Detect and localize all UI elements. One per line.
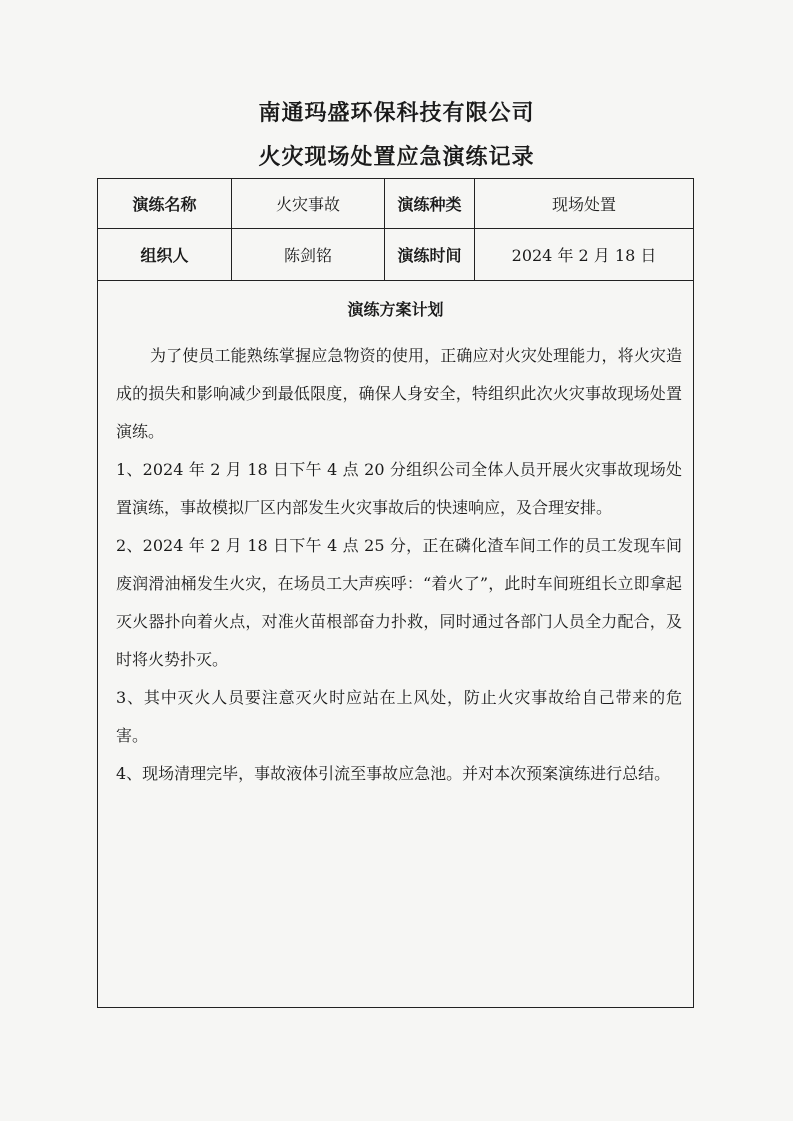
document-title: 火灾现场处置应急演练记录 <box>258 145 535 170</box>
record-table <box>97 178 694 1008</box>
drill-name-label: 演练名称 <box>98 179 232 228</box>
plan-item-4: 4、现场清理完毕，事故液体引流至事故应急池。并对本次预案演练进行总结。 <box>116 764 671 783</box>
drill-type-value: 现场处置 <box>551 195 616 214</box>
plan-item-1: 1、2024 年 2 月 18 日下午 4 点 20 分组织公司全体人员开展火灾事故现场处置演练，事故模拟厂区内部发生火灾事故后的快速响应，及合理安排。 <box>116 460 682 517</box>
drill-type-label: 演练种类 <box>385 179 475 228</box>
drill-name-value: 火灾事故 <box>232 179 385 228</box>
drill-time-label: 演练时间 <box>385 229 475 280</box>
plan-body <box>116 337 682 793</box>
organizer-label: 组织人 <box>98 229 232 280</box>
table-row <box>98 179 693 229</box>
plan-item-3: 3、其中灭火人员要注意灭火时应站在上风处，防止火灾事故给自己带来的危害。 <box>116 688 682 745</box>
plan-intro: 为了使员工能熟练掌握应急物资的使用，正确应对火灾处理能力，将火灾造成的损失和影响减少到最低限度，确保人身安全，特组织此次火灾事故现场处置演练。 <box>116 346 682 441</box>
drill-time-value: 2024 年 2 月 18 日 <box>511 246 657 265</box>
plan-item-2: 2、2024 年 2 月 18 日下午 4 点 25 分，正在磷化渣车间工作的员工发现车间废润滑油桶发生火灾，在场员工大声疾呼：“着火了”，此时车间班组长立即拿起灭火器扑向着火点，对准火苗根部奋力扑救，同时通过各部门人员全力配合，及时将火势扑灭。 <box>116 536 682 669</box>
organizer-value: 陈剑铭 <box>232 229 385 280</box>
plan-heading: 演练方案计划 <box>347 300 444 319</box>
table-row <box>98 229 693 281</box>
company-name: 南通玛盛环保科技有限公司 <box>258 101 535 126</box>
